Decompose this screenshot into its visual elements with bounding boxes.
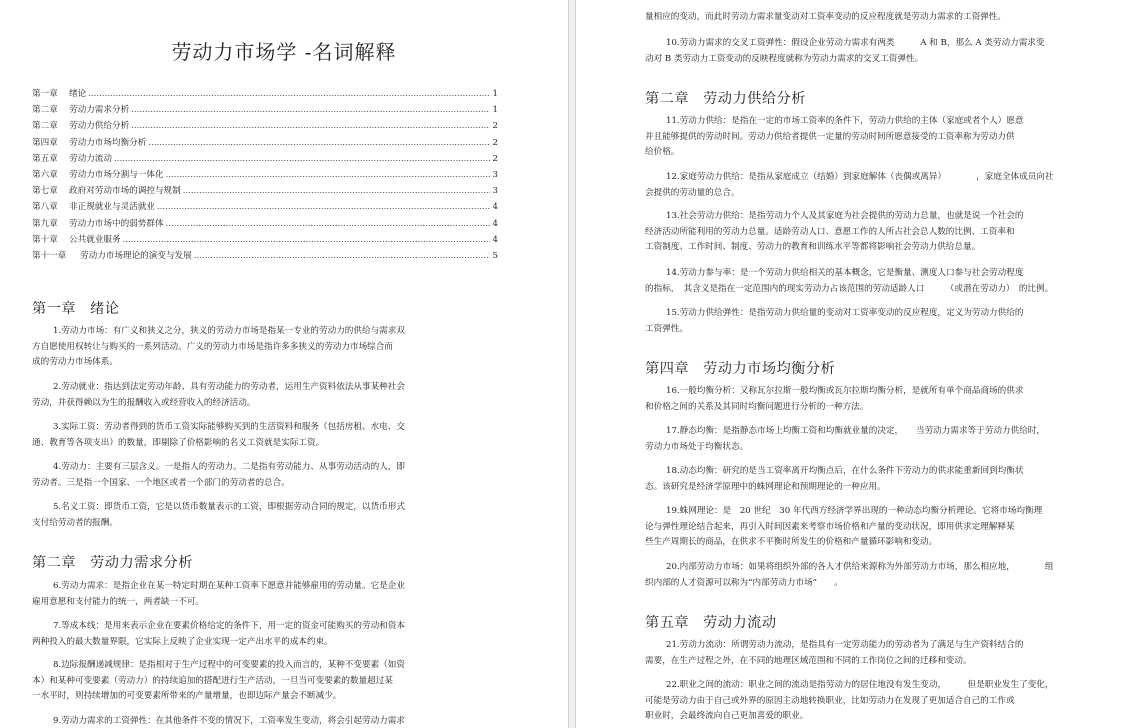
toc-chapter-number: 第五章 bbox=[32, 153, 58, 164]
paragraph-term-1 bbox=[32, 324, 446, 371]
paragraph-term-11 bbox=[645, 114, 1105, 161]
paragraph-term-6 bbox=[32, 579, 446, 610]
paragraph-line: 13.社会劳动力供给：是指劳动力个人及其家庭为社会提供的劳动力总量，也就是说一个社会的 bbox=[666, 211, 1024, 221]
toc-leader-dots bbox=[166, 167, 490, 183]
paragraph-line: 3.实际工资：劳动者得到的货币工资实际能够购买到的生活资料和服务（包括房租、水电、交 bbox=[53, 422, 405, 432]
paragraph-term-7 bbox=[32, 619, 446, 650]
paragraph-line: 论与弹性理论结合起来，再引入时间因素来考察市场价格和产量的变动状况，即用供求定理解释某 bbox=[645, 521, 1015, 532]
paragraph-line: 8.边际报酬递减规律：是指相对于生产过程中的可变要素的投入而言的，某种不变要素（如资 bbox=[53, 660, 405, 670]
paragraph-line: 和价格之间的关系及其同时均衡问题进行分析的一种方法。 bbox=[645, 401, 869, 412]
paragraph-term-16 bbox=[645, 384, 1105, 415]
paragraph-term-2 bbox=[32, 380, 446, 411]
toc-leader-dots bbox=[123, 232, 490, 248]
toc-entry[interactable] bbox=[32, 232, 498, 248]
paragraph-line: 劳动者。三是指一个国家、一个地区或者一个部门的劳动者的总合。 bbox=[32, 477, 290, 488]
paragraph-line: 通、教育等各项支出）的数量，即剔除了价格影响的名义工资就是实际工资。 bbox=[32, 437, 325, 448]
paragraph-line: 21.劳动力流动：所谓劳动力流动，是指具有一定劳动能力的劳动者为了满足与生产资料结合的 bbox=[666, 640, 1024, 650]
toc-chapter-number: 第二章 bbox=[32, 105, 58, 116]
toc-chapter-number: 第六章 bbox=[32, 169, 58, 180]
toc-chapter-title: 劳动力市场理论的演变与发展 bbox=[80, 250, 192, 261]
toc-entry[interactable] bbox=[32, 102, 498, 118]
paragraph-term-4 bbox=[32, 460, 446, 491]
toc-entry[interactable] bbox=[32, 118, 498, 134]
paragraph-line: 7.等成本线：是用来表示企业在要素价格给定的条件下，用一定的资金可能购买的劳动和资本 bbox=[53, 621, 405, 631]
toc-page-number: 1 bbox=[492, 105, 498, 116]
toc-chapter-number: 第一章 bbox=[32, 89, 58, 99]
toc-entry[interactable] bbox=[32, 199, 498, 215]
paragraph-line: 2.劳动就业：指达到法定劳动年龄、具有劳动能力的劳动者，运用生产资料依法从事某种社会 bbox=[53, 382, 405, 392]
toc-chapter-title: 劳动力流动 bbox=[69, 153, 112, 164]
toc-entry[interactable] bbox=[32, 86, 498, 102]
paragraph-line: 经济活动所能利用的劳动力总量。适龄劳动人口、意愿工作的人所占社会总人数的比例、工资率和 bbox=[645, 226, 1015, 237]
paragraph-line: 4.劳动力：主要有三层含义。一是指人的劳动力。二是指有劳动能力、从事劳动活动的人，即 bbox=[53, 462, 405, 472]
toc-leader-dots bbox=[114, 151, 490, 167]
document-page-2 bbox=[577, 0, 1139, 728]
paragraph-line: 给价格。 bbox=[645, 147, 680, 158]
paragraph-line: 态。该研究是经济学原理中的蛛网理论和预期理论的一种应用。 bbox=[645, 481, 886, 492]
toc-chapter-number: 第十章 bbox=[32, 234, 58, 245]
paragraph-term-10 bbox=[645, 36, 1105, 67]
paragraph-term-9 bbox=[32, 714, 446, 728]
toc-chapter-title: 绪论 bbox=[69, 89, 87, 99]
toc-page-number: 4 bbox=[492, 218, 498, 229]
paragraph-line: 雇用意愿和支付能力的统一，两者缺一不可。 bbox=[32, 596, 204, 607]
paragraph-term-14 bbox=[645, 266, 1105, 297]
paragraph-term-8 bbox=[32, 658, 446, 705]
toc-page-number: 4 bbox=[492, 202, 498, 213]
toc-chapter-title: 公共就业服务 bbox=[69, 234, 121, 245]
toc-leader-dots bbox=[157, 199, 490, 215]
toc-page-number: 4 bbox=[492, 234, 498, 245]
paragraph-term-21 bbox=[645, 638, 1105, 669]
paragraph-line: 12.家庭劳动力供给：是指从家庭成立（结婚）到家庭解体（丧偶或离异） ，家庭全体成员向社 bbox=[666, 172, 1054, 182]
document-title: 劳动力市场学 -名词解释 bbox=[171, 40, 397, 64]
toc-chapter-title: 劳动力需求分析 bbox=[69, 105, 130, 116]
paragraph-term-13 bbox=[645, 209, 1105, 256]
paragraph-line: 22.职业之间的流动：职业之间的流动是指劳动力的居住地没有发生变动， 但是职业发生了变化， bbox=[666, 680, 1054, 690]
toc-chapter-number: 第二章 bbox=[32, 121, 58, 132]
toc-chapter-number: 第八章 bbox=[32, 202, 58, 213]
toc-chapter-number: 第七章 bbox=[32, 186, 58, 197]
paragraph-line: 11.劳动力供给：是指在一定的市场工资率的条件下，劳动力供给的主体（家庭或者个人）愿意 bbox=[666, 116, 1024, 126]
paragraph-line: 可能是劳动力由于自己或外界的原因主动地转换职业，比如劳动力在发现了更加适合自己的工作或 bbox=[645, 695, 1015, 706]
paragraph-line: 动对 B 类劳动力工资变动的反映程度就称为劳动力需求的交叉工资弹性。 bbox=[645, 53, 924, 64]
toc-chapter-title: 劳动力市场中的弱势群体 bbox=[69, 218, 164, 229]
paragraph-line: 两种投入的最大数量界限，它实际上反映了企业实现一定产出水平的成本约束。 bbox=[32, 636, 333, 647]
toc-page-number: 2 bbox=[492, 137, 498, 148]
toc-chapter-title: 劳动力供给分析 bbox=[69, 121, 130, 132]
paragraph-line: 并且能够提供的劳动时间。劳动力供给者提供一定量的劳动时间所愿意接受的工资率称为劳动力供 bbox=[645, 131, 1015, 142]
paragraph-line: 16.一般均衡分析：又称瓦尔拉斯一般均衡或瓦尔拉斯均衡分析，是就所有单个商品商场的供求 bbox=[666, 386, 1024, 396]
paragraph-line: 劳动力市场处于均衡状态。 bbox=[645, 441, 749, 452]
paragraph-line: 20.内部劳动力市场：如果将组织外部的各人才供给来源称为外部劳动力市场，那么相应地， 组 bbox=[666, 562, 1054, 572]
toc-entry[interactable] bbox=[32, 135, 498, 151]
paragraph-line: 需要，在生产过程之外，在不同的地理区域范围和不同的工作岗位之间的迁移和变动。 bbox=[645, 655, 972, 666]
toc-chapter-title: 劳动力市场分割与一体化 bbox=[69, 169, 164, 180]
paragraph-line: 工资制度、工作时间、制度、劳动力的教育和训练水平等都将影响社会劳动力供给总量。 bbox=[645, 242, 981, 253]
toc-page-number: 2 bbox=[492, 153, 498, 164]
toc-leader-dots bbox=[88, 86, 490, 102]
toc-page-number: 5 bbox=[492, 250, 498, 261]
toc-leader-dots bbox=[131, 102, 490, 118]
toc-chapter-title: 非正规就业与灵活就业 bbox=[69, 202, 155, 213]
toc-leader-dots bbox=[148, 135, 490, 151]
table-of-contents bbox=[32, 86, 498, 264]
toc-page-number: 1 bbox=[492, 89, 498, 99]
toc-chapter-title: 劳动力市场均衡分析 bbox=[69, 137, 147, 148]
toc-chapter-number: 第十一章 bbox=[32, 250, 67, 261]
paragraph-line: 方自愿使用权转让与购买的一系列活动。广义的劳动力市场是指许多多狭义的劳动力市场综合而 bbox=[32, 341, 393, 352]
paragraph-line: 17.静态均衡：是指静态市场上均衡工资和均衡就业量的决定， 当劳动力需求等于劳动力供给时， bbox=[666, 426, 1045, 436]
toc-entry[interactable] bbox=[32, 216, 498, 232]
toc-page-number: 3 bbox=[492, 186, 498, 197]
paragraph-line: 1.劳动力市场：有广义和狭义之分，狭义的劳动力市场是指某一专业的劳动力的供给与需求双 bbox=[53, 326, 405, 336]
paragraph-line: 5.名义工资：即货币工资，它是以货币数量表示的工资，即根据劳动合同的规定，以货币形式 bbox=[53, 502, 405, 512]
paragraph-line: 15.劳动力供给弹性：是指劳动力供给量的变动对工资率变动的反应程度，定义为劳动力供给的 bbox=[666, 308, 1024, 318]
paragraph-line: 支付给劳动者的报酬。 bbox=[32, 517, 118, 528]
paragraph-line: 的指标， 其含义是指在一定范围内的现实劳动力占该范围的劳动适龄人口 （或潜在劳动力） 的比例。 bbox=[645, 283, 1054, 294]
paragraph-line: 劳动，并获得赖以为生的报酬收入或经营收入的经济活动。 bbox=[32, 397, 256, 408]
paragraph-line: 14.劳动力参与率：是一个劳动力供给相关的基本概念，它是衡量、测度人口参与社会劳动程度 bbox=[666, 268, 1024, 278]
paragraph-line: 成的劳动力市场体系。 bbox=[32, 357, 118, 368]
paragraph-term-19 bbox=[645, 504, 1105, 551]
paragraph-term-20 bbox=[645, 560, 1105, 591]
toc-leader-dots bbox=[194, 248, 490, 264]
toc-entry[interactable] bbox=[32, 183, 498, 199]
paragraph-line: 6.劳动力需求：是指企业在某一特定时期在某种工资率下愿意并能够雇用的劳动量。它是企业 bbox=[53, 581, 405, 591]
toc-entry[interactable] bbox=[32, 151, 498, 167]
toc-leader-dots bbox=[183, 183, 490, 199]
paragraph-term-12 bbox=[645, 170, 1105, 201]
paragraph-line: 会提供的劳动量的总合。 bbox=[645, 187, 740, 198]
chapter-heading-1: 第一章 绪论 bbox=[32, 301, 120, 317]
paragraph-line: 工资弹性。 bbox=[645, 323, 688, 334]
page-divider bbox=[568, 0, 576, 728]
toc-leader-dots bbox=[131, 118, 490, 134]
paragraph-term-9-continued bbox=[645, 10, 1105, 26]
paragraph-line: 量相应的变动，而此时劳动力需求量变动对工资率变动的反应程度就是劳动力需求的工资弹性。 bbox=[645, 12, 1006, 22]
paragraph-term-17 bbox=[645, 424, 1105, 455]
paragraph-line: 些生产周期长的商品，在供求不平衡时所发生的价格和产量循环影响和变动。 bbox=[645, 537, 938, 548]
paragraph-line: 职业时，会最终流向自己更加喜爱的职业。 bbox=[645, 711, 809, 722]
toc-entry[interactable] bbox=[32, 167, 498, 183]
toc-chapter-number: 第四章 bbox=[32, 137, 58, 148]
paragraph-term-5 bbox=[32, 500, 446, 531]
paragraph-line: 10.劳动力需求的交叉工资弹性：假设企业劳动力需求有两类 A 和 B，那么 A 类劳动力需求变 bbox=[666, 38, 1045, 48]
paragraph-term-3 bbox=[32, 420, 446, 451]
paragraph-term-18 bbox=[645, 464, 1105, 495]
paragraph-line: 一水平时，则持续增加的可变要素所带来的产量增量，也即边际产量会不断减少。 bbox=[32, 691, 342, 702]
toc-page-number: 3 bbox=[492, 169, 498, 180]
paragraph-line: 本）和某种可变要素（劳动力）的持续追加的搭配进行生产活动，一旦当可变要素的数量超过某 bbox=[32, 675, 393, 686]
toc-chapter-title: 政府对劳动市场的调控与规制 bbox=[69, 186, 181, 197]
paragraph-term-22 bbox=[645, 678, 1105, 725]
paragraph-line: 9.劳动力需求的工资弹性：在其他条件不变的情况下，工资率发生变动，将会引起劳动力需求 bbox=[53, 716, 405, 726]
paragraph-line: 18.动态均衡：研究的是当工资率离开均衡点后，在什么条件下劳动力的供求能重新回到均衡状 bbox=[666, 466, 1024, 476]
chapter-heading-4: 第四章 劳动力市场均衡分析 bbox=[645, 361, 836, 377]
toc-leader-dots bbox=[166, 216, 490, 232]
chapter-heading-2-supply: 第二章 劳动力供给分析 bbox=[645, 91, 806, 107]
document-page-1 bbox=[0, 0, 568, 728]
paragraph-line: 织内部的人才资源可以称为“内部劳动力市场” 。 bbox=[645, 577, 843, 588]
chapter-heading-2-demand: 第二章 劳动力需求分析 bbox=[32, 555, 193, 571]
chapter-heading-5: 第五章 劳动力流动 bbox=[645, 615, 777, 631]
paragraph-line: 19.蛛网理论：是 20 世纪 30 年代西方经济学界出现的一种动态均衡分析理论。它将市场均衡理 bbox=[666, 506, 1043, 516]
toc-page-number: 2 bbox=[492, 121, 498, 132]
paragraph-term-15 bbox=[645, 306, 1105, 337]
toc-chapter-number: 第九章 bbox=[32, 218, 58, 229]
toc-entry[interactable] bbox=[32, 248, 498, 264]
